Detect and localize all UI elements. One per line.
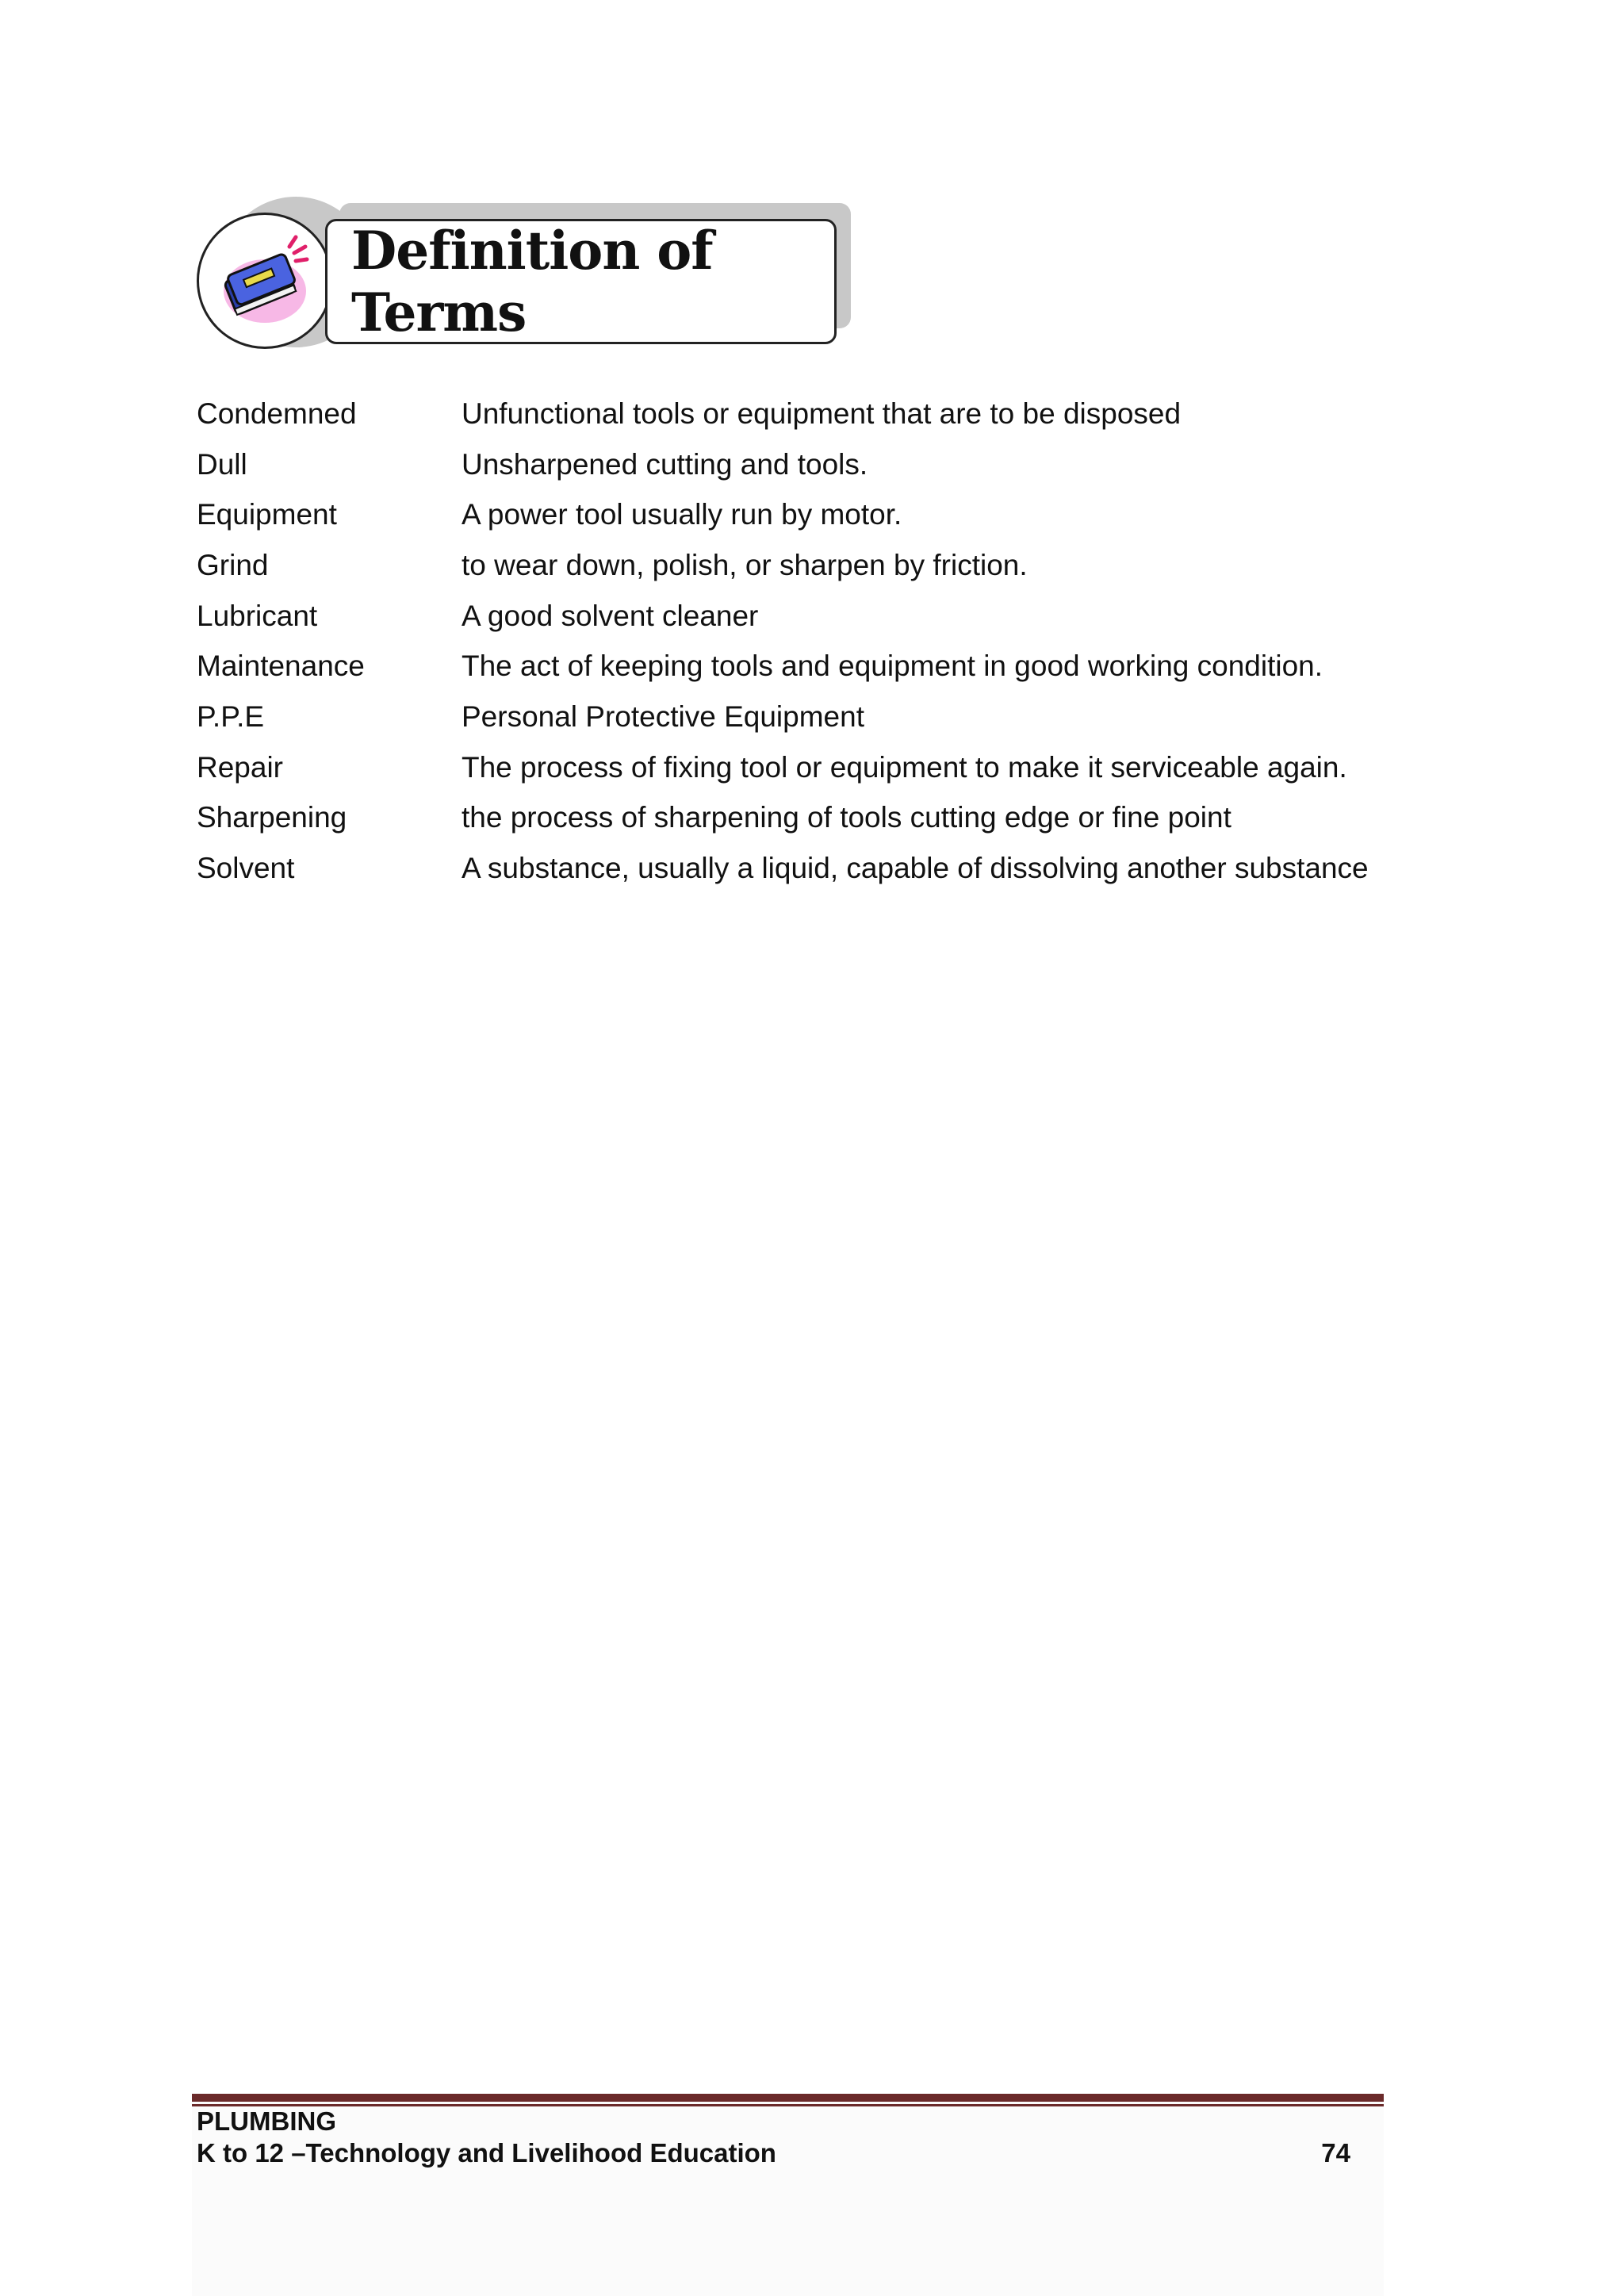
term-label: Condemned: [197, 397, 357, 430]
footer-course: K to 12 –Technology and Livelihood Education: [197, 2138, 776, 2168]
term-definition: Personal Protective Equipment: [462, 700, 864, 733]
term-row: [197, 843, 1465, 894]
term-definition: The process of fixing tool or equipment to make it serviceable again.: [462, 750, 1347, 784]
term-definition: the process of sharpening of tools cutting edge or fine point: [462, 801, 1231, 834]
terms-list: [197, 389, 1465, 894]
term-definition: Unsharpened cutting and tools.: [462, 447, 868, 481]
header-title-box: [325, 219, 837, 344]
term-definition: to wear down, polish, or sharpen by friction.: [462, 548, 1028, 581]
term-row: [197, 591, 1465, 642]
term-label: Equipment: [197, 498, 337, 531]
term-label: Repair: [197, 750, 283, 784]
term-row: [197, 641, 1465, 692]
term-row: [197, 540, 1465, 591]
term-row: [197, 389, 1465, 439]
footer-rule-thick: [192, 2094, 1384, 2102]
term-label: Dull: [197, 447, 247, 481]
page-footer: [197, 2103, 1354, 2168]
page-number: 74: [1321, 2138, 1350, 2168]
page-title: Definition of Terms: [351, 220, 713, 343]
term-row: [197, 793, 1465, 844]
term-definition: A substance, usually a liquid, capable of dissolving another substance: [462, 852, 1369, 885]
term-row: [197, 439, 1465, 490]
book-icon: [213, 229, 316, 332]
term-label: P.P.E: [197, 700, 265, 733]
footer-subject: PLUMBING: [197, 2106, 336, 2136]
term-label: Solvent: [197, 852, 295, 885]
footer-course-line: [197, 2138, 1354, 2168]
term-label: Grind: [197, 548, 269, 581]
term-row: [197, 489, 1465, 540]
term-definition: The act of keeping tools and equipment in good working condition.: [462, 650, 1323, 683]
term-row: [197, 692, 1465, 742]
header-icon-circle: [197, 213, 333, 349]
term-label: Lubricant: [197, 599, 318, 632]
term-definition: A good solvent cleaner: [462, 599, 759, 632]
term-definition: Unfunctional tools or equipment that are to be disposed: [462, 397, 1182, 430]
term-row: [197, 742, 1465, 793]
term-label: Maintenance: [197, 650, 365, 683]
section-header: [197, 197, 855, 355]
term-label: Sharpening: [197, 801, 347, 834]
term-definition: A power tool usually run by motor.: [462, 498, 902, 531]
